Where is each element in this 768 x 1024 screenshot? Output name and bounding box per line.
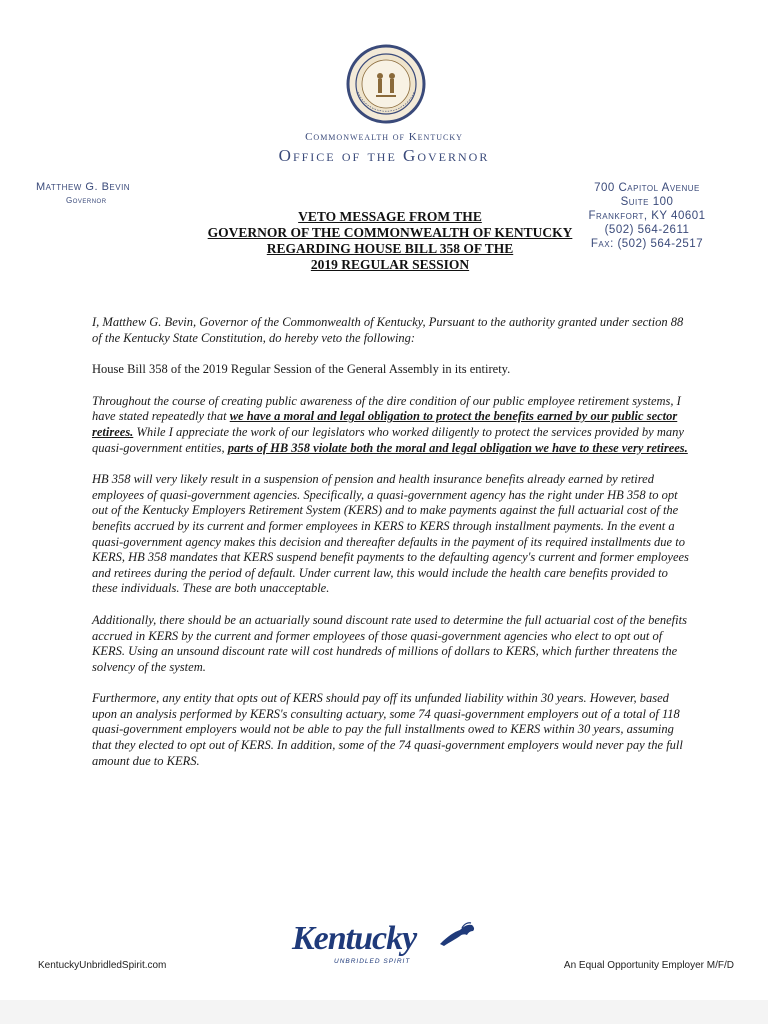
kentucky-logo-tagline: UNBRIDLED SPIRIT [334,958,411,965]
veto-title [160,209,620,273]
letter-body [92,315,692,785]
address-fax: Fax: (502) 564-2517 [590,238,704,250]
page-bottom-edge [0,1000,768,1024]
paragraph-obligation-part-c: While I appreciate the work of our legislators who worked diligently to protect the services provided by many quasi-government entities, [92,424,684,455]
footer-website: KentuckyUnbridledSpirit.com [38,960,167,971]
commonwealth-label: Commonwealth of Kentucky [305,131,463,143]
office-label: Office of the Governor [278,146,490,165]
paragraph-obligation [92,394,692,456]
kentucky-logo-word: Kentucky [292,920,417,957]
footer-eoe: An Equal Opportunity Employer M/F/D [563,960,734,971]
paragraph-veto-statement: House Bill 358 of the 2019 Regular Session of the General Assembly in its entirety. [92,362,511,377]
kentucky-state-seal-icon [346,44,426,124]
paragraph-authority: I, Matthew G. Bevin, Governor of the Commonwealth of Kentucky, Pursuant to the authority granted under section 88 of the Kentucky State Constitution, do hereby veto the following: [92,315,684,345]
paragraph-obligation-emphasis-2: parts of HB 358 violate both the moral and legal obligation we have to these very retirees. [227,440,688,455]
address-phone: (502) 564-2611 [604,224,690,236]
paragraph-unfunded-liability: Furthermore, any entity that opts out of KERS should pay off its unfunded liability within 30 years. However, based upon an analysis performed by KERS's consulting actuary, some 74 quasi-government employers out of a total of 118 quasi-government employers would not be able to pay the full installments owed to KERS within 30 years, assuming that they elected to opt out of KERS. In addition, some of the 74 quasi-government employers would never pay the full amount due to KERS. [92,691,683,768]
veto-title-line-1: VETO MESSAGE FROM THE [298,209,482,224]
horse-logo-icon [438,922,478,948]
veto-title-line-2: GOVERNOR OF THE COMMONWEALTH OF KENTUCKY [207,225,573,240]
governor-title: Governor [66,196,107,205]
paragraph-discount-rate: Additionally, there should be an actuarially sound discount rate used to determine the full actuarial cost of the benefits accrued in KERS by the current and former employees of those quasi-government agencies who elect to opt out of KERS. Using an unsound discount rate will cost hundreds of millions of dollars to KERS, which further threatens the solvency of the system. [92,612,687,674]
veto-title-line-4: 2019 REGULAR SESSION [310,257,470,272]
governor-block [36,181,130,205]
address-line-3: Frankfort, KY 40601 [588,210,706,222]
kentucky-logo [292,920,482,972]
address-line-2: Suite 100 [620,196,674,208]
address-line-1: 700 Capitol Avenue [594,182,700,194]
paragraph-obligation-emphasis-1: we have a moral and legal obligation to protect the benefits earned by our public sector retirees. [92,409,678,439]
paragraph-obligation-part-a: Throughout the course of creating public awareness of the dire condition of our public employee retirement systems, I have stated repeatedly that [92,393,681,424]
governor-name: Matthew G. Bevin [36,181,131,193]
paragraph-suspension: HB 358 will very likely result in a suspension of pension and health insurance benefits already earned by retired employees of quasi-government agencies. Specifically, a quasi-government agency has the right under HB 358 to opt out of the Kentucky Employers Retirement System (KERS) and to make payments against the full actuarial cost of the benefits accrued by its current and former employees in KERS to KERS through installment payments. In the event a quasi-government agency makes this decision and thereafter defaults in the payment of its required installments due to KERS, HB 358 mandates that KERS suspend benefit payments to the defaulting agency's current and former employees and retirees during the period of default. Under current law, this would include the health care benefits provided to these individuals. These are both unacceptable. [92,472,689,596]
veto-title-line-3: REGARDING HOUSE BILL 358 OF THE [266,241,514,256]
